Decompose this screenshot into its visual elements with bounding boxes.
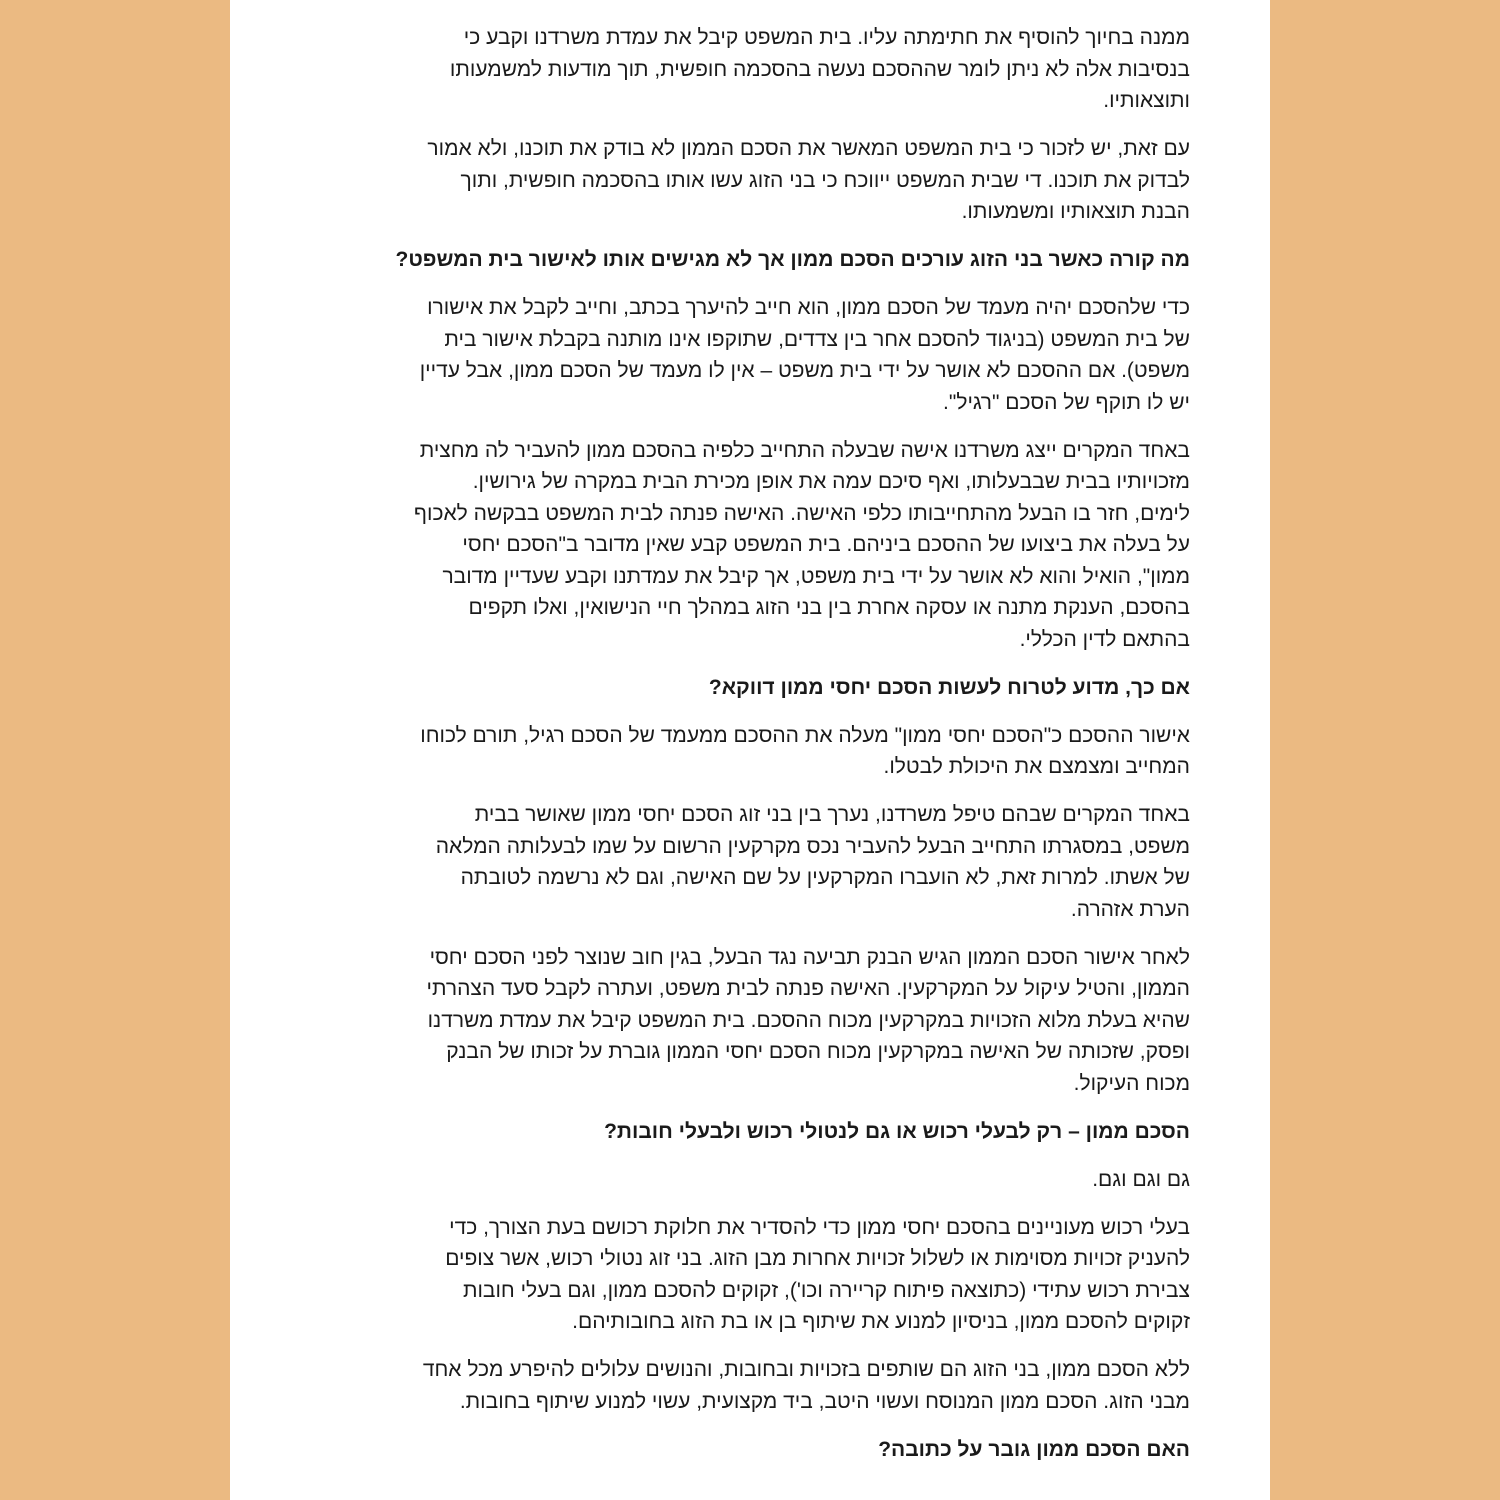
paragraph [330, 799, 1190, 925]
text-line: זקוקים להסכם ממון, בניסיון למנוע את שיתוף בן או בת הזוג בחובותיהם. [572, 1310, 1190, 1333]
text-line: של אשתו. למרות זאת, לא הועברו המקרקעין על שם האישה, וגם לא נרשמה לטובתה [460, 866, 1190, 889]
text-line: ללא הסכם ממון, בני הזוג הם שותפים בזכויות ובחובות, והנושים עלולים להיפרע מכל אחד [422, 1358, 1190, 1381]
text-line: ותוצאותיו. [1103, 89, 1190, 112]
text-line: שהיא בעלת מלוא הזכויות במקרקעין מכוח ההסכם. בית המשפט קיבל את עמדת משרדנו [427, 1008, 1190, 1032]
text-line: לבדוק את תוכנו. די שבית המשפט ייווכח כי בני הזוג עשו אותו בהסכמה חופשית, ותוך [460, 168, 1190, 192]
paragraph [330, 720, 1190, 783]
section-heading [330, 244, 1190, 276]
text-line: משפט). אם ההסכם לא אושר על ידי בית משפט – אין לו מעמד של הסכם ממון, אבל עדיין [419, 359, 1190, 382]
text-line: לאחר אישור הסכם הממון הגיש הבנק תביעה נגד הבעל, בגין חוב שנוצר לפני הסכם יחסי [429, 945, 1190, 969]
text-line: ממנה בחיוך להוסיף את חתימתה עליו. בית המשפט קיבל את עמדת משרדנו וקבע כי [463, 26, 1190, 49]
text-line: להעניק זכויות מסוימות או לשלול זכויות אחרות מבן הזוג. בני זוג נטולי רכוש, אשר צופים [445, 1247, 1190, 1270]
text-line: צבירת רכוש עתידי (כתוצאה פיתוח קריירה וכו'), זקוקים להסכם ממון, וגם בעלי חובות [462, 1278, 1190, 1302]
text-line: באחד המקרים שבהם טיפל משרדנו, נערך בין בני זוג הסכם יחסי ממון שאושר בבית [474, 803, 1190, 826]
text-line: בהתאם לדין הכללי. [1019, 627, 1190, 651]
document-body [330, 22, 1190, 1465]
paragraph [330, 1354, 1190, 1417]
paragraph [330, 1164, 1190, 1196]
text-line: הממון, והטיל עיקול על המקרקעין. האישה פנתה לבית משפט, ועתרה לקבל סעד הצהרתי [426, 977, 1190, 1000]
text-line: על בעלה את ביצועו של ההסכם ביניהם. בית המשפט קבע שאין מדובר ב"הסכם יחסי [462, 533, 1190, 556]
text-line: מבני הזוג. הסכם ממון המנוסח ועשוי היטב, ביד מקצועית, עשוי למנוע שיתוף בחובות. [459, 1389, 1190, 1413]
text-line: עם זאת, יש לזכור כי בית המשפט המאשר את הסכם הממון לא בודק את תוכנו, ולא אמור [427, 137, 1190, 160]
document-page [230, 0, 1270, 1500]
paragraph [330, 435, 1190, 656]
text-line: יש לו תוקף של הסכם "רגיל". [943, 390, 1190, 414]
text-line: אם כך, מדוע לטרוח לעשות הסכם יחסי ממון דווקא? [708, 675, 1190, 699]
text-line: בנסיבות אלה לא ניתן לומר שההסכם נעשה בהסכמה חופשית, תוך מודעות למשמעותו [449, 57, 1190, 81]
text-line: משפט, במסגרתו התחייב הבעל להעביר נכס מקרקעין הרשום על שמו לבעלותה המלאה [435, 834, 1190, 858]
text-line: גם וגם וגם. [1092, 1167, 1190, 1191]
section-heading [330, 672, 1190, 704]
paragraph [330, 22, 1190, 117]
text-line: מכוח העיקול. [1073, 1071, 1190, 1095]
text-line: של בית המשפט (בניגוד להסכם אחר בין צדדים, שתוקפו אינו מותנה בקבלת אישור בית [444, 327, 1190, 351]
paragraph [330, 942, 1190, 1100]
text-line: מזכויותיו בבית שבבעלותו, ואף סיכם עמה את אופן מכירת הבית במקרה של גירושין. [472, 470, 1190, 493]
section-heading [330, 1434, 1190, 1466]
text-line: האם הסכם ממון גובר על כתובה? [878, 1437, 1190, 1461]
text-line: באחד המקרים ייצג משרדנו אישה שבעלה התחייב כלפיה בהסכם ממון להעביר לה מחצית [419, 438, 1190, 462]
paragraph [330, 292, 1190, 418]
text-line: כדי שלהסכם יהיה מעמד של הסכם ממון, הוא חייב להיערך בכתב, וחייב לקבל את אישורו [427, 296, 1190, 319]
text-line: אישור ההסכם כ"הסכם יחסי ממון" מעלה את ההסכם ממעמד של הסכם רגיל, תורם לכוחו [420, 723, 1190, 747]
text-line: הבנת תוצאותיו ומשמעותו. [961, 200, 1190, 223]
text-line: הערת אזהרה. [1070, 897, 1190, 921]
section-heading [330, 1116, 1190, 1148]
text-line: המחייב ומצמצם את היכולת לבטלו. [883, 755, 1190, 778]
paragraph [330, 1212, 1190, 1338]
text-line: הסכם ממון – רק לבעלי רכוש או גם לנטולי רכוש ולבעלי חובות? [604, 1119, 1190, 1143]
text-line: לימים, חזר בו הבעל מהתחייבותו כלפי האישה. האישה פנתה לבית המשפט בבקשה לאכוף [413, 501, 1190, 525]
text-line: בהסכם, הענקת מתנה או עסקה אחרת בין בני הזוג במהלך חיי הנישואין, ואלו תקפים [468, 596, 1190, 619]
paragraph [330, 133, 1190, 228]
text-line: בעלי רכוש מעוניינים בהסכם יחסי ממון כדי להסדיר את חלוקת רכושם בעת הצורך, כדי [449, 1215, 1190, 1239]
text-line: מה קורה כאשר בני הזוג עורכים הסכם ממון אך לא מגישים אותו לאישור בית המשפט? [395, 248, 1190, 271]
text-line: ממון", הואיל והוא לא אושר על ידי בית משפט, אך קיבל את עמדתנו וקבע שעדיין מדובר [442, 564, 1190, 588]
text-line: ופסק, שזכותה של האישה במקרקעין מכוח הסכם יחסי הממון גוברת על זכותו של הבנק [446, 1040, 1190, 1063]
